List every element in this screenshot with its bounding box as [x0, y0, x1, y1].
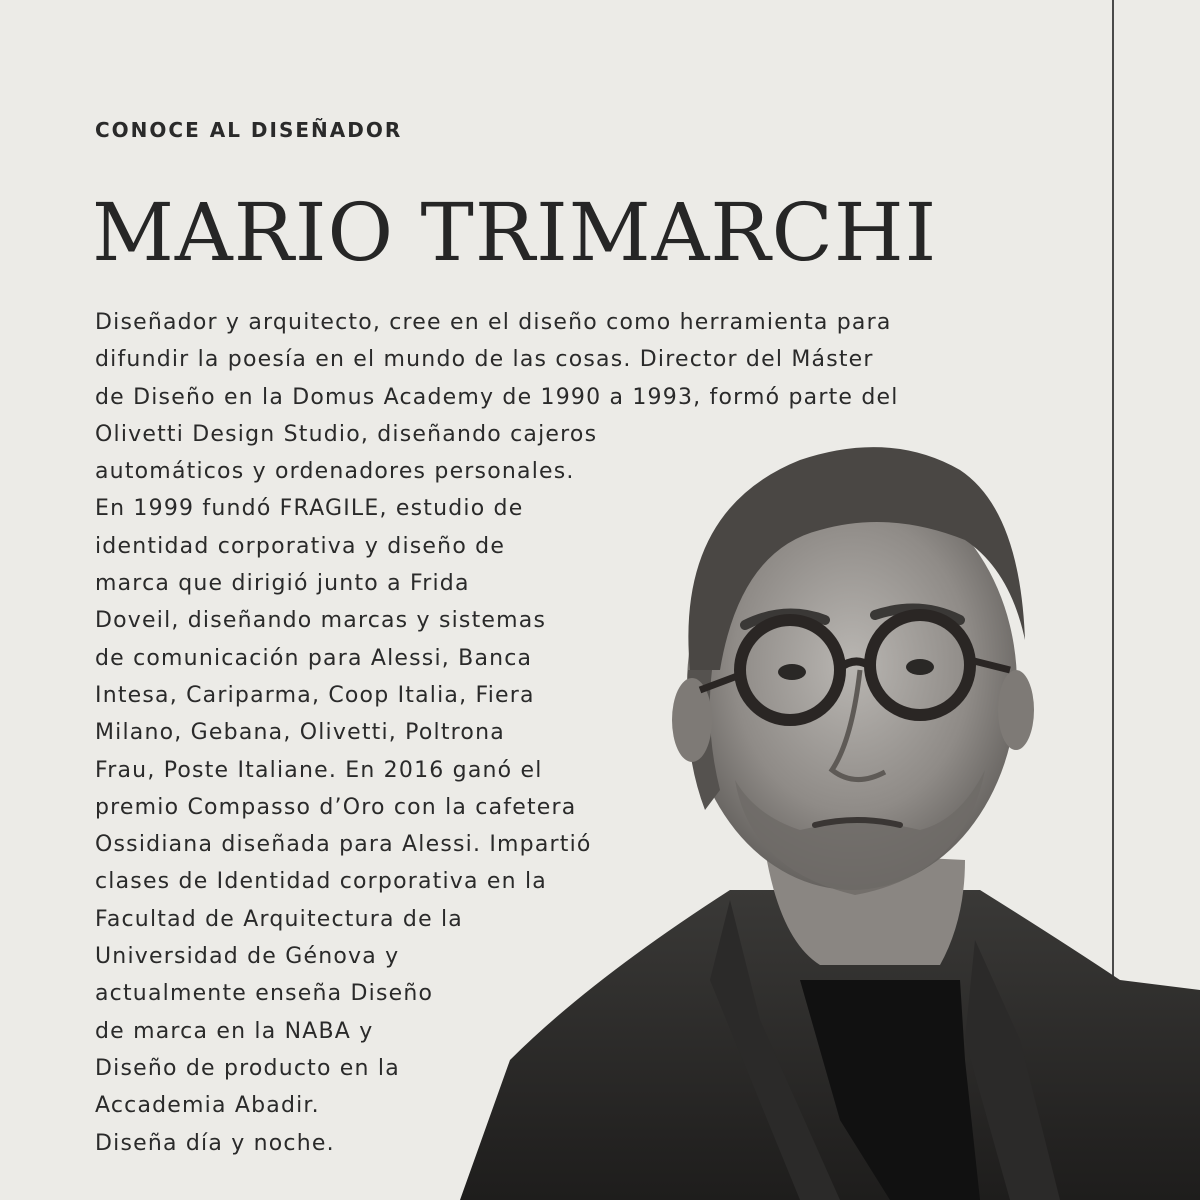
designer-bio: [95, 304, 899, 1162]
bio-line: Diseña día y noche.: [95, 1130, 335, 1156]
bio-line: identidad corporativa y diseño de: [95, 533, 506, 559]
bio-line: Diseñador y arquitecto, cree en el diseño como herramienta para: [95, 310, 892, 335]
bio-line: difundir la poesía en el mundo de las cosas. Director del Máster: [95, 347, 874, 373]
bio-line: Frau, Poste Italiane. En 2016 ganó el: [95, 757, 543, 783]
bio-line: de comunicación para Alessi, Banca: [95, 645, 533, 671]
bio-line: Olivetti Design Studio, diseñando cajeros: [95, 421, 598, 447]
bio-line: marca que dirigió junto a Frida: [95, 571, 470, 597]
bio-line: Ossidiana diseñada para Alessi. Impartió: [95, 832, 592, 858]
bio-line: En 1999 fundó FRAGILE, estudio de: [95, 496, 524, 522]
bio-line: clases de Identidad corporativa en la: [95, 869, 547, 895]
bio-line: de Diseño en la Domus Academy de 1990 a 1993, formó parte del: [95, 384, 899, 410]
bio-line: actualmente enseña Diseño: [95, 981, 434, 1007]
bio-line: de marca en la NABA y: [95, 1018, 374, 1044]
designer-name: MARIO TRIMARCHI: [92, 186, 938, 279]
bio-line: premio Compasso d’Oro con la cafetera: [95, 794, 577, 820]
bio-line: Intesa, Cariparma, Coop Italia, Fiera: [95, 682, 535, 708]
bio-line: Facultad de Arquitectura de la: [95, 906, 463, 932]
bio-line: automáticos y ordenadores personales.: [95, 459, 575, 485]
bio-line: Universidad de Génova y: [95, 944, 400, 970]
bio-line: Accademia Abadir.: [95, 1093, 320, 1119]
section-eyebrow: CONOCE AL DISEÑADOR: [95, 118, 403, 142]
bio-line: Milano, Gebana, Olivetti, Poltrona: [95, 720, 505, 746]
bio-line: Diseño de producto en la: [95, 1055, 400, 1081]
bio-line: Doveil, diseñando marcas y sistemas: [95, 608, 547, 634]
